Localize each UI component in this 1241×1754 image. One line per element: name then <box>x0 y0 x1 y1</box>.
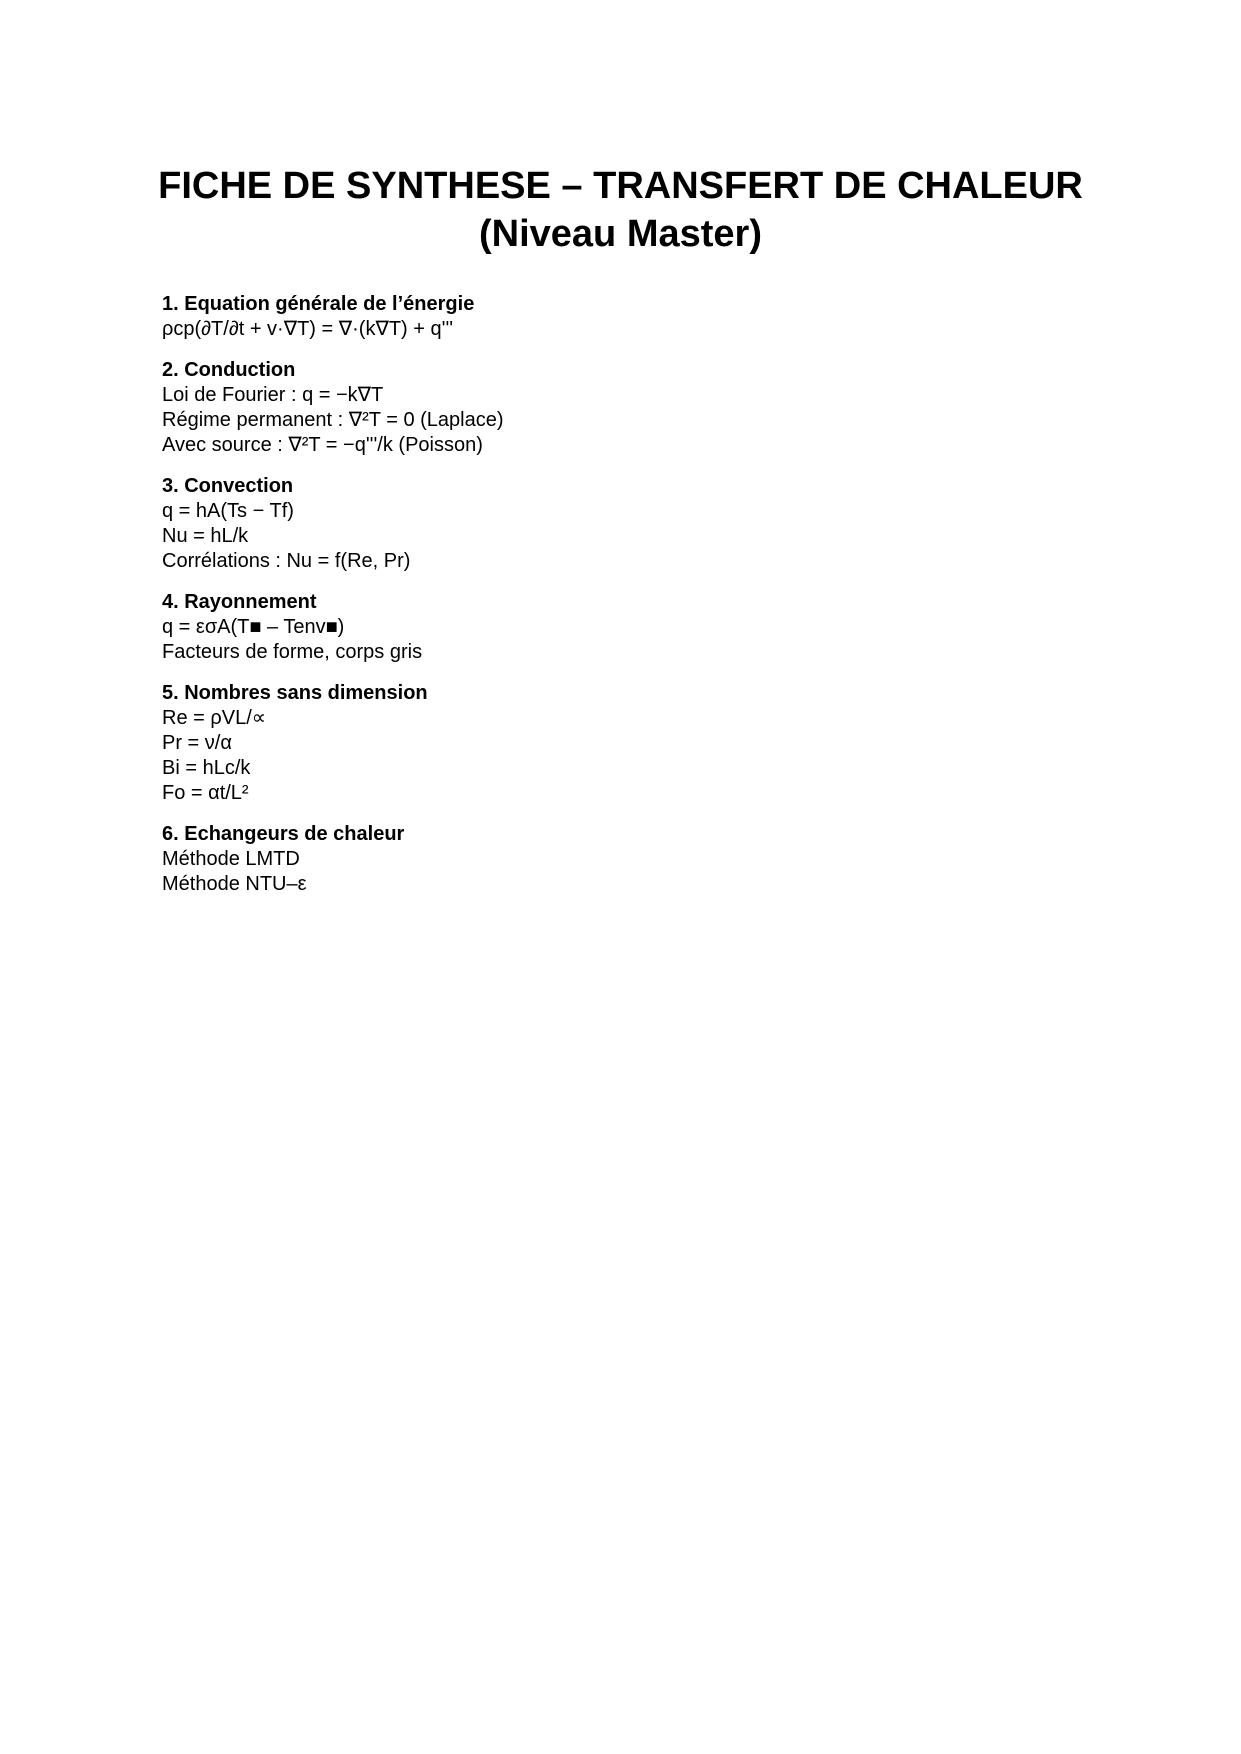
document-title <box>100 162 1141 258</box>
title-line-2: (Niveau Master) <box>479 213 762 255</box>
formula-line: ρcp(∂T/∂t + v·∇T) = ∇·(k∇T) + q''' <box>162 318 454 340</box>
formula-line: Re = ρVL/∝ <box>162 707 267 729</box>
section-heading: 1. Equation générale de l’énergie <box>162 293 475 315</box>
section-convection <box>162 474 1062 574</box>
section-heading: 4. Rayonnement <box>162 591 317 613</box>
section-dimensionless-numbers <box>162 681 1062 806</box>
formula-line: Avec source : ∇²T = −q'''/k (Poisson) <box>162 434 483 456</box>
formula-line: Nu = hL/k <box>162 525 249 547</box>
section-heading: 3. Convection <box>162 475 294 497</box>
formula-line: q = hA(Ts − Tf) <box>162 500 294 522</box>
formula-line: Méthode LMTD <box>162 848 300 870</box>
formula-line: Bi = hLc/k <box>162 757 251 779</box>
formula-line: Loi de Fourier : q = −k∇T <box>162 384 384 406</box>
formula-line: Facteurs de forme, corps gris <box>162 641 423 663</box>
section-heading: 5. Nombres sans dimension <box>162 682 428 704</box>
title-line-1: FICHE DE SYNTHESE – TRANSFERT DE CHALEUR <box>158 165 1083 207</box>
section-heading: 2. Conduction <box>162 359 296 381</box>
formula-line: Fo = αt/L² <box>162 782 249 804</box>
section-energy-equation <box>162 292 1062 342</box>
section-heat-exchangers <box>162 822 1062 897</box>
formula-line: Méthode NTU–ε <box>162 873 307 895</box>
formula-line: Régime permanent : ∇²T = 0 (Laplace) <box>162 409 504 431</box>
formula-line: q = εσA(T■ – Tenv■) <box>162 616 345 638</box>
formula-line: Corrélations : Nu = f(Re, Pr) <box>162 550 411 572</box>
section-conduction <box>162 358 1062 458</box>
formula-line: Pr = ν/α <box>162 732 232 754</box>
document-body <box>162 292 1062 913</box>
section-radiation <box>162 590 1062 665</box>
section-heading: 6. Echangeurs de chaleur <box>162 823 405 845</box>
